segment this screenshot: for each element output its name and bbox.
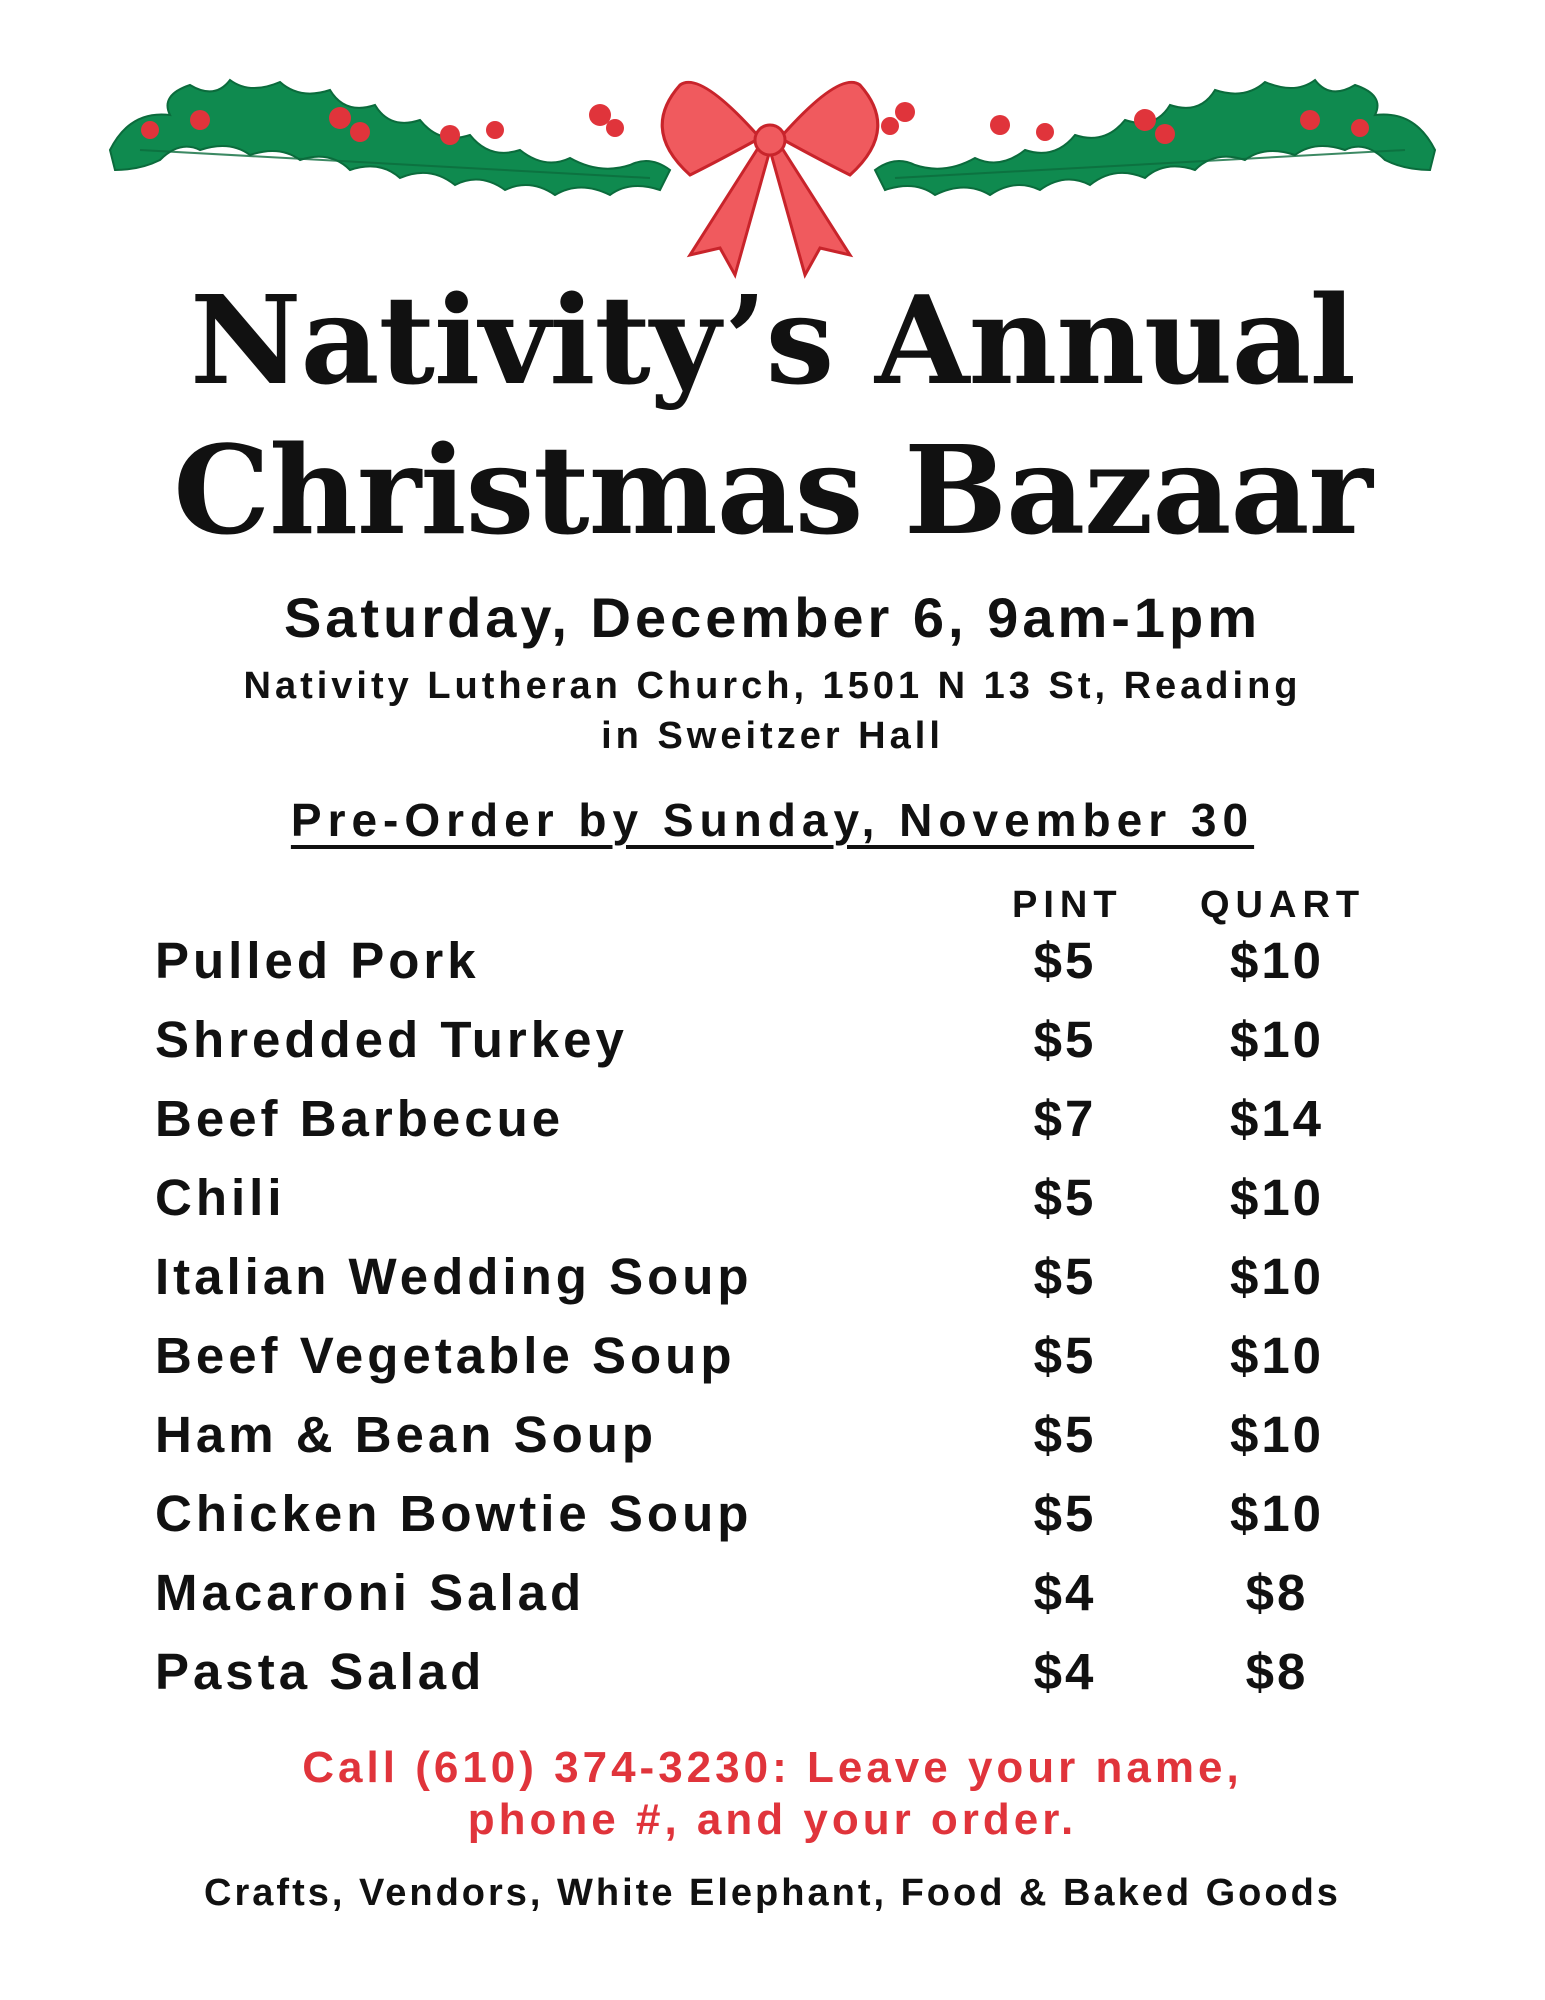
menu-item-name: Pasta Salad [155, 1643, 486, 1700]
price-quart: $8 [1245, 1643, 1309, 1700]
menu-item-name: Macaroni Salad [155, 1564, 586, 1621]
price-pint: $5 [1033, 1169, 1097, 1226]
price-quart: $10 [1229, 1169, 1325, 1226]
price-quart: $10 [1229, 1406, 1325, 1463]
menu-row [0, 1079, 1545, 1158]
call-to-action-line1: Call (610) 374-3230: Leave your name, [302, 1743, 1243, 1792]
menu-item-name: Beef Barbecue [155, 1090, 565, 1147]
menu-row [0, 1316, 1545, 1395]
menu-item-name: Italian Wedding Soup [155, 1248, 753, 1305]
holly-garland-icon [0, 0, 1545, 300]
event-date: Saturday, December 6, 9am-1pm [283, 586, 1262, 649]
event-location: Nativity Lutheran Church, 1501 N 13 St, Reading [243, 665, 1302, 707]
menu-row [0, 1237, 1545, 1316]
menu-row [0, 921, 1545, 1000]
event-title-line1: Nativity’s Annual [190, 268, 1355, 412]
price-pint: $4 [1033, 1643, 1097, 1700]
event-venue: in Sweitzer Hall [601, 715, 944, 757]
call-to-action-line2: phone #, and your order. [467, 1795, 1078, 1844]
price-quart: $14 [1229, 1090, 1325, 1147]
price-quart: $8 [1245, 1564, 1309, 1621]
price-quart: $10 [1229, 932, 1325, 989]
column-header-pint: PINT [1012, 884, 1123, 926]
price-pint: $5 [1033, 932, 1097, 989]
price-quart: $10 [1229, 1327, 1325, 1384]
menu-item-name: Shredded Turkey [155, 1011, 628, 1068]
menu-row [0, 1000, 1545, 1079]
price-pint: $5 [1033, 1248, 1097, 1305]
footer-features: Crafts, Vendors, White Elephant, Food & Baked Goods [204, 1872, 1341, 1914]
price-pint: $5 [1033, 1327, 1097, 1384]
preorder-deadline: Pre-Order by Sunday, November 30 [290, 794, 1255, 846]
menu-row [0, 1158, 1545, 1237]
price-quart: $10 [1229, 1011, 1325, 1068]
red-bow-icon [662, 82, 878, 275]
menu-item-name: Chicken Bowtie Soup [155, 1485, 753, 1542]
menu-item-name: Pulled Pork [155, 932, 480, 989]
menu-row [0, 1395, 1545, 1474]
price-pint: $5 [1033, 1011, 1097, 1068]
menu-row [0, 1632, 1545, 1711]
menu-row [0, 1474, 1545, 1553]
menu-item-name: Ham & Bean Soup [155, 1406, 658, 1463]
price-pint: $4 [1033, 1564, 1097, 1621]
price-quart: $10 [1229, 1485, 1325, 1542]
event-title-line2: Christmas Bazaar [173, 418, 1372, 562]
menu-item-name: Chili [155, 1169, 286, 1226]
price-pint: $5 [1033, 1406, 1097, 1463]
price-pint: $5 [1033, 1485, 1097, 1542]
menu-row [0, 1553, 1545, 1632]
price-quart: $10 [1229, 1248, 1325, 1305]
price-pint: $7 [1033, 1090, 1097, 1147]
menu-item-name: Beef Vegetable Soup [155, 1327, 736, 1384]
column-header-quart: QUART [1200, 884, 1366, 926]
